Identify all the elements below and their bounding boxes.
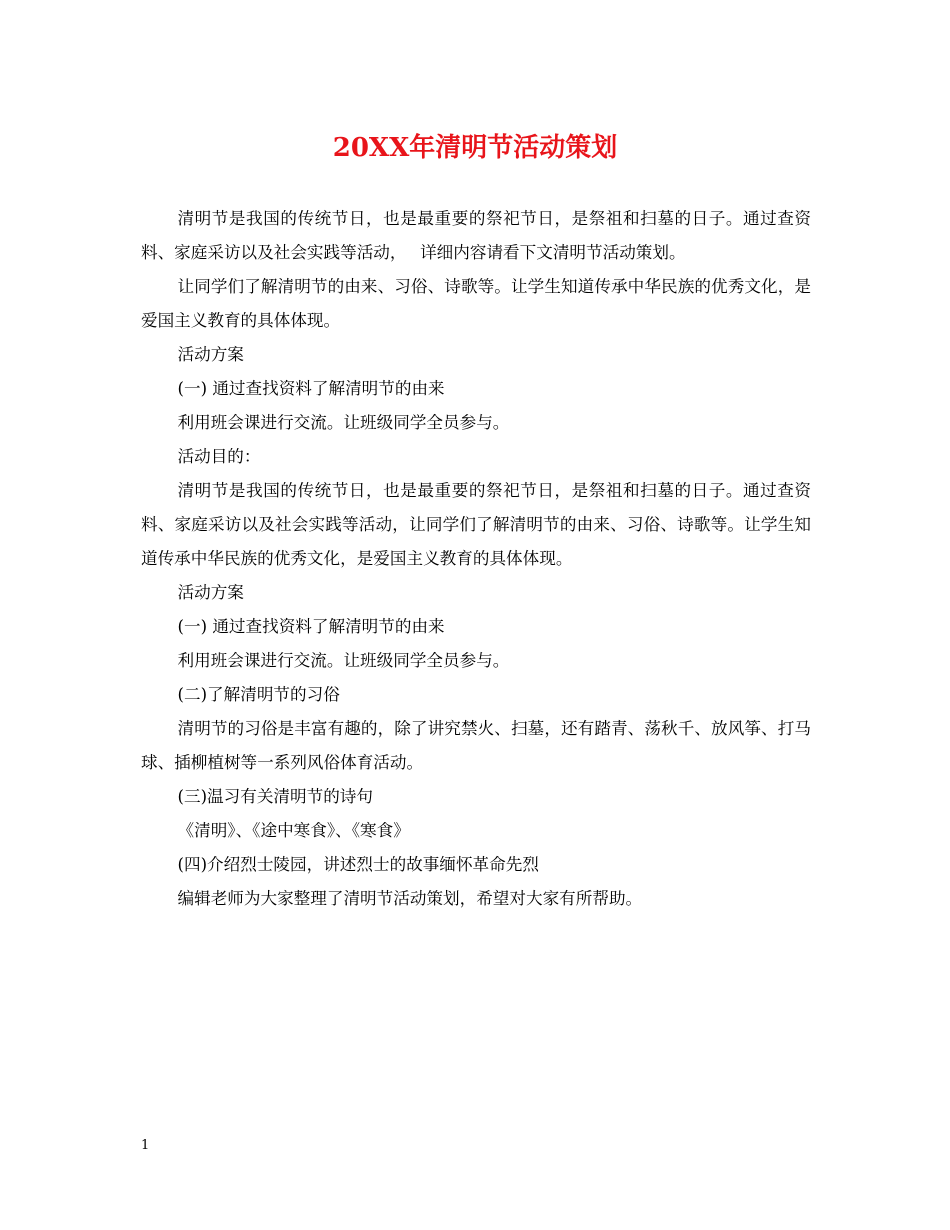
- heading-activity-plan-2: 活动方案: [177, 583, 244, 602]
- paragraph-class-meeting: 利用班会课进行交流。让班级同学全员参与。: [177, 413, 510, 432]
- heading-activity-purpose: 活动目的：: [177, 447, 261, 466]
- item-one-origin: (一) 通过查找资料了解清明节的由来: [177, 379, 445, 398]
- item-three-poems: (三)温习有关清明节的诗句: [177, 787, 373, 806]
- paragraph-customs: 清明节的习俗是丰富有趣的，除了讲究禁火、扫墓，还有踏青、荡秋千、放风筝、打马球、插柳植树等一系列风俗体育活动。: [141, 719, 811, 772]
- heading-activity-plan: 活动方案: [177, 345, 244, 364]
- item-one-origin-2: (一) 通过查找资料了解清明节的由来: [177, 617, 445, 636]
- document-body: [141, 202, 811, 916]
- paragraph-purpose: 清明节是我国的传统节日，也是最重要的祭祀节日，是祭祖和扫墓的日子。通过查资料、家庭采访以及社会实践等活动，让同学们了解清明节的由来、习俗、诗歌等。让学生知道传承中华民族的优秀文化，是爱国主义教育的具体体现。: [141, 481, 811, 568]
- paragraph-closing: 编辑老师为大家整理了清明节活动策划，希望对大家有所帮助。: [177, 889, 643, 908]
- paragraph-goal: 让同学们了解清明节的由来、习俗、诗歌等。让学生知道传承中华民族的优秀文化，是爱国主义教育的具体体现。: [141, 277, 811, 330]
- document-title: 20XX年清明节活动策划: [332, 133, 618, 163]
- item-four-cemetery: (四)介绍烈士陵园，讲述烈士的故事缅怀革命先烈: [177, 855, 539, 874]
- item-two-customs: (二)了解清明节的习俗: [177, 685, 340, 704]
- paragraph-class-meeting-2: 利用班会课进行交流。让班级同学全员参与。: [177, 651, 510, 670]
- paragraph-intro: 清明节是我国的传统节日，也是最重要的祭祀节日，是祭祖和扫墓的日子。通过查资料、家庭采访以及社会实践等活动， 详细内容请看下文清明节活动策划。: [141, 209, 811, 262]
- paragraph-poem-titles: 《清明》、《途中寒食》、《寒食》: [177, 821, 410, 840]
- page-number: 1: [141, 1138, 150, 1153]
